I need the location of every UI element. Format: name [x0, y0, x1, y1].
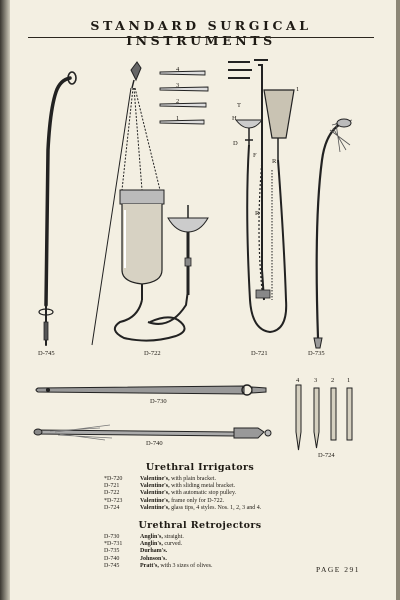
d724-tip-1: 1	[347, 377, 351, 384]
callout-r-lower: R	[255, 210, 260, 217]
page-title: STANDARD SURGICAL INSTRUMENTS	[90, 18, 312, 48]
fig-label-d740: D-740	[146, 440, 163, 447]
irrigators-heading: Urethral Irrigators	[145, 462, 255, 473]
callout-r-upper: R	[272, 158, 277, 165]
tip-number-4: 4	[176, 66, 180, 73]
list-item: D-745 Pratt's, with 3 sizes of olives.	[104, 562, 213, 569]
callout-t: T	[237, 102, 241, 109]
fig-label-d735: D-735	[308, 350, 325, 357]
d724-illustration	[296, 385, 352, 450]
callout-d: D	[233, 140, 238, 147]
fig-label-d730: D-730	[150, 398, 167, 405]
list-item: *D-723 Valentine's, frame only for D-722.	[104, 497, 225, 504]
callout-h: H	[232, 115, 237, 122]
tip-number-1: 1	[176, 115, 180, 122]
fig-label-d724: D-724	[318, 452, 335, 459]
fig-label-d722: D-722	[144, 350, 161, 357]
d724-tip-4: 4	[296, 377, 300, 384]
glass-tips-illustration	[160, 71, 208, 124]
d745-illustration	[39, 72, 76, 345]
irrigators-list	[104, 476, 261, 512]
list-item: D-735 Durham's.	[104, 548, 168, 555]
retrojectors-heading: Urethral Retrojectors	[138, 520, 262, 531]
d735-illustration	[314, 119, 352, 348]
d724-tip-2: 2	[331, 377, 335, 384]
list-item: D-721 Valentine's, with sliding metal bracket.	[104, 483, 236, 490]
list-item: D-730 Anglin's, straight.	[104, 534, 184, 540]
d721-illustration	[228, 60, 294, 332]
page-number: PAGE 291	[315, 565, 360, 574]
tip-number-2: 2	[176, 98, 180, 105]
callout-1: 1	[296, 86, 300, 93]
d730-illustration	[36, 385, 266, 395]
list-item: *D-720 Valentine's, with plain bracket.	[104, 476, 216, 482]
list-item: D-724 Valentine's, glass tips, 4 styles. Nos. 1, 2, 3 and 4.	[104, 504, 262, 511]
tip-number-3: 3	[176, 82, 180, 89]
fig-label-d745: D-745	[38, 350, 55, 357]
list-item: D-740 Johnson's.	[104, 555, 167, 562]
list-item: D-722 Valentine's, with automatic stop pulley.	[104, 490, 237, 497]
fig-label-d721: D-721	[251, 350, 268, 357]
callout-f: F	[253, 152, 257, 159]
d724-tip-3: 3	[314, 377, 318, 384]
retrojectors-list	[104, 534, 213, 570]
list-item: *D-731 Anglin's, curved.	[104, 541, 183, 548]
d740-illustration	[34, 425, 271, 440]
